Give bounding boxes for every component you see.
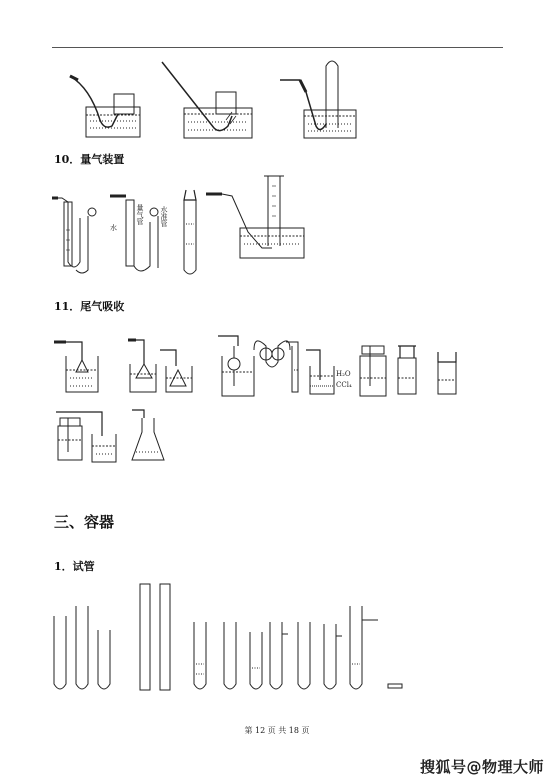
figure-absorption-gas-bottles [360,346,456,396]
label-level-tube: 水准管 [160,206,168,227]
figure-test-tubes [54,584,402,690]
heading-containers: 三、容器 [54,513,115,531]
figure-absorption-row2 [56,410,164,462]
heading-tail-gas-absorption: 11．尾气吸收 [54,300,125,313]
figure-absorption-u-bulbs [254,341,298,392]
figure-absorption-ccl4 [306,350,352,394]
figure-gas-measuring-1 [52,198,96,273]
label-gas-tube: 量气管 [136,204,144,225]
figure-absorption-bulb-flask [218,336,254,396]
figure-absorption-beaker [54,342,98,392]
heading-test-tubes: 1．试管 [54,560,95,573]
heading-gas-measuring: 10．量气装置 [54,153,125,166]
label-water: 水 [110,224,117,232]
figure-gas-collection-3 [280,61,356,138]
figure-gas-collection-1 [70,76,140,137]
figure-gas-measuring-2 [110,196,168,271]
watermark: 搜狐号@物理大师 [410,752,554,782]
label-ccl4: CCl₄ [336,381,352,389]
label-h2o: H₂O [336,370,351,378]
page-footer: 第 12 页 共 18 页 [244,726,310,735]
figure-absorption-funnel-beakers [128,340,192,392]
figure-gas-measuring-3 [184,176,304,274]
figure-gas-collection-2 [162,62,252,138]
